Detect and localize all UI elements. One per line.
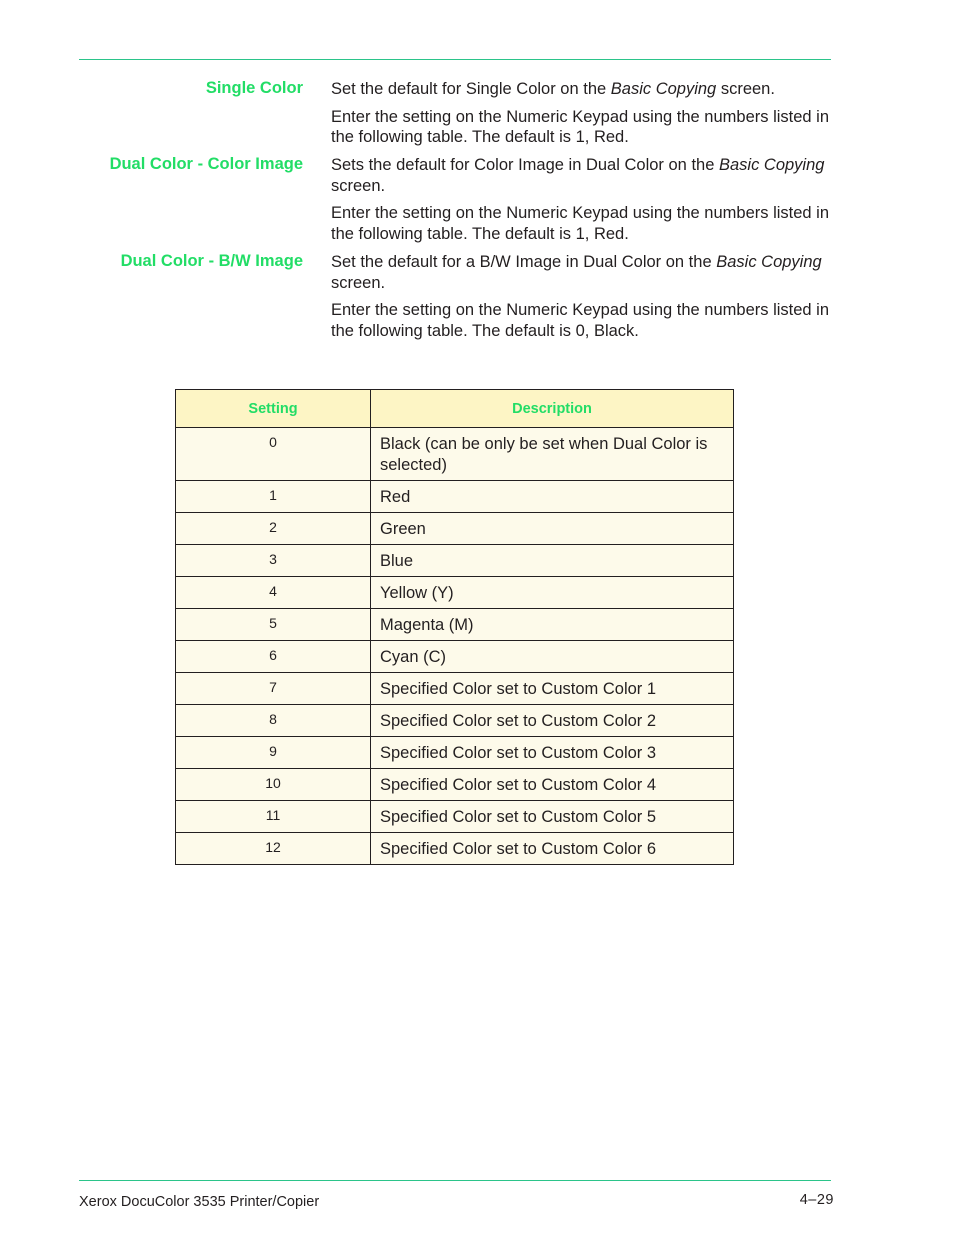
entry-body [331, 79, 831, 155]
table-row [176, 513, 734, 545]
entry-paragraph: Sets the default for Color Image in Dual Color on the Basic Copying screen. [331, 156, 825, 195]
table-row [176, 673, 734, 705]
table-row [176, 705, 734, 737]
entry-body [331, 252, 831, 348]
setting-cell: 4 [176, 577, 371, 609]
description-cell: Magenta (M) [371, 609, 734, 641]
setting-cell: 11 [176, 801, 371, 833]
table-row [176, 769, 734, 801]
description-cell: Specified Color set to Custom Color 2 [371, 705, 734, 737]
description-cell: Specified Color set to Custom Color 1 [371, 673, 734, 705]
entry-body [331, 155, 831, 251]
entry-paragraph: Enter the setting on the Numeric Keypad using the numbers listed in the following table. The default is 0, Black. [331, 301, 830, 340]
setting-cell: 5 [176, 609, 371, 641]
setting-cell: 1 [176, 481, 371, 513]
table-row [176, 577, 734, 609]
column-header-description: Description [371, 390, 734, 428]
table-row [176, 641, 734, 673]
entry-label: Dual Color - B/W Image [120, 252, 303, 270]
table-row [176, 481, 734, 513]
description-cell: Red [371, 481, 734, 513]
description-cell: Specified Color set to Custom Color 3 [371, 737, 734, 769]
table-row [176, 801, 734, 833]
entry-paragraph: Set the default for Single Color on the Basic Copying screen. [331, 80, 775, 98]
setting-cell: 10 [176, 769, 371, 801]
entry-label: Single Color [205, 79, 303, 97]
description-cell: Specified Color set to Custom Color 5 [371, 801, 734, 833]
description-cell: Blue [371, 545, 734, 577]
description-cell: Specified Color set to Custom Color 4 [371, 769, 734, 801]
description-cell: Yellow (Y) [371, 577, 734, 609]
table-row [176, 833, 734, 865]
entry-paragraph: Set the default for a B/W Image in Dual Color on the Basic Copying screen. [331, 253, 822, 292]
table-row [176, 609, 734, 641]
header-rule [79, 59, 831, 60]
column-header-setting: Setting [176, 390, 371, 428]
setting-cell: 2 [176, 513, 371, 545]
entry-paragraph: Enter the setting on the Numeric Keypad using the numbers listed in the following table. The default is 1, Red. [331, 204, 830, 243]
setting-cell: 8 [176, 705, 371, 737]
setting-cell: 6 [176, 641, 371, 673]
footer-rule [79, 1180, 831, 1181]
settings-table [175, 389, 734, 865]
description-cell: Specified Color set to Custom Color 6 [371, 833, 734, 865]
table-row [176, 428, 734, 481]
table-row [176, 545, 734, 577]
setting-cell: 12 [176, 833, 371, 865]
setting-cell: 7 [176, 673, 371, 705]
page-number: 4–29 [799, 1192, 834, 1208]
setting-cell: 0 [176, 428, 371, 481]
description-cell: Cyan (C) [371, 641, 734, 673]
table-header-row [176, 390, 734, 428]
description-cell: Green [371, 513, 734, 545]
setting-cell: 9 [176, 737, 371, 769]
setting-cell: 3 [176, 545, 371, 577]
description-cell: Black (can be only be set when Dual Color is selected) [371, 428, 734, 481]
entry-paragraph: Enter the setting on the Numeric Keypad using the numbers listed in the following table. The default is 1, Red. [331, 107, 830, 146]
entry-label: Dual Color - Color Image [109, 155, 303, 173]
footer-product-name: Xerox DocuColor 3535 Printer/Copier [79, 1194, 320, 1210]
table-row [176, 737, 734, 769]
